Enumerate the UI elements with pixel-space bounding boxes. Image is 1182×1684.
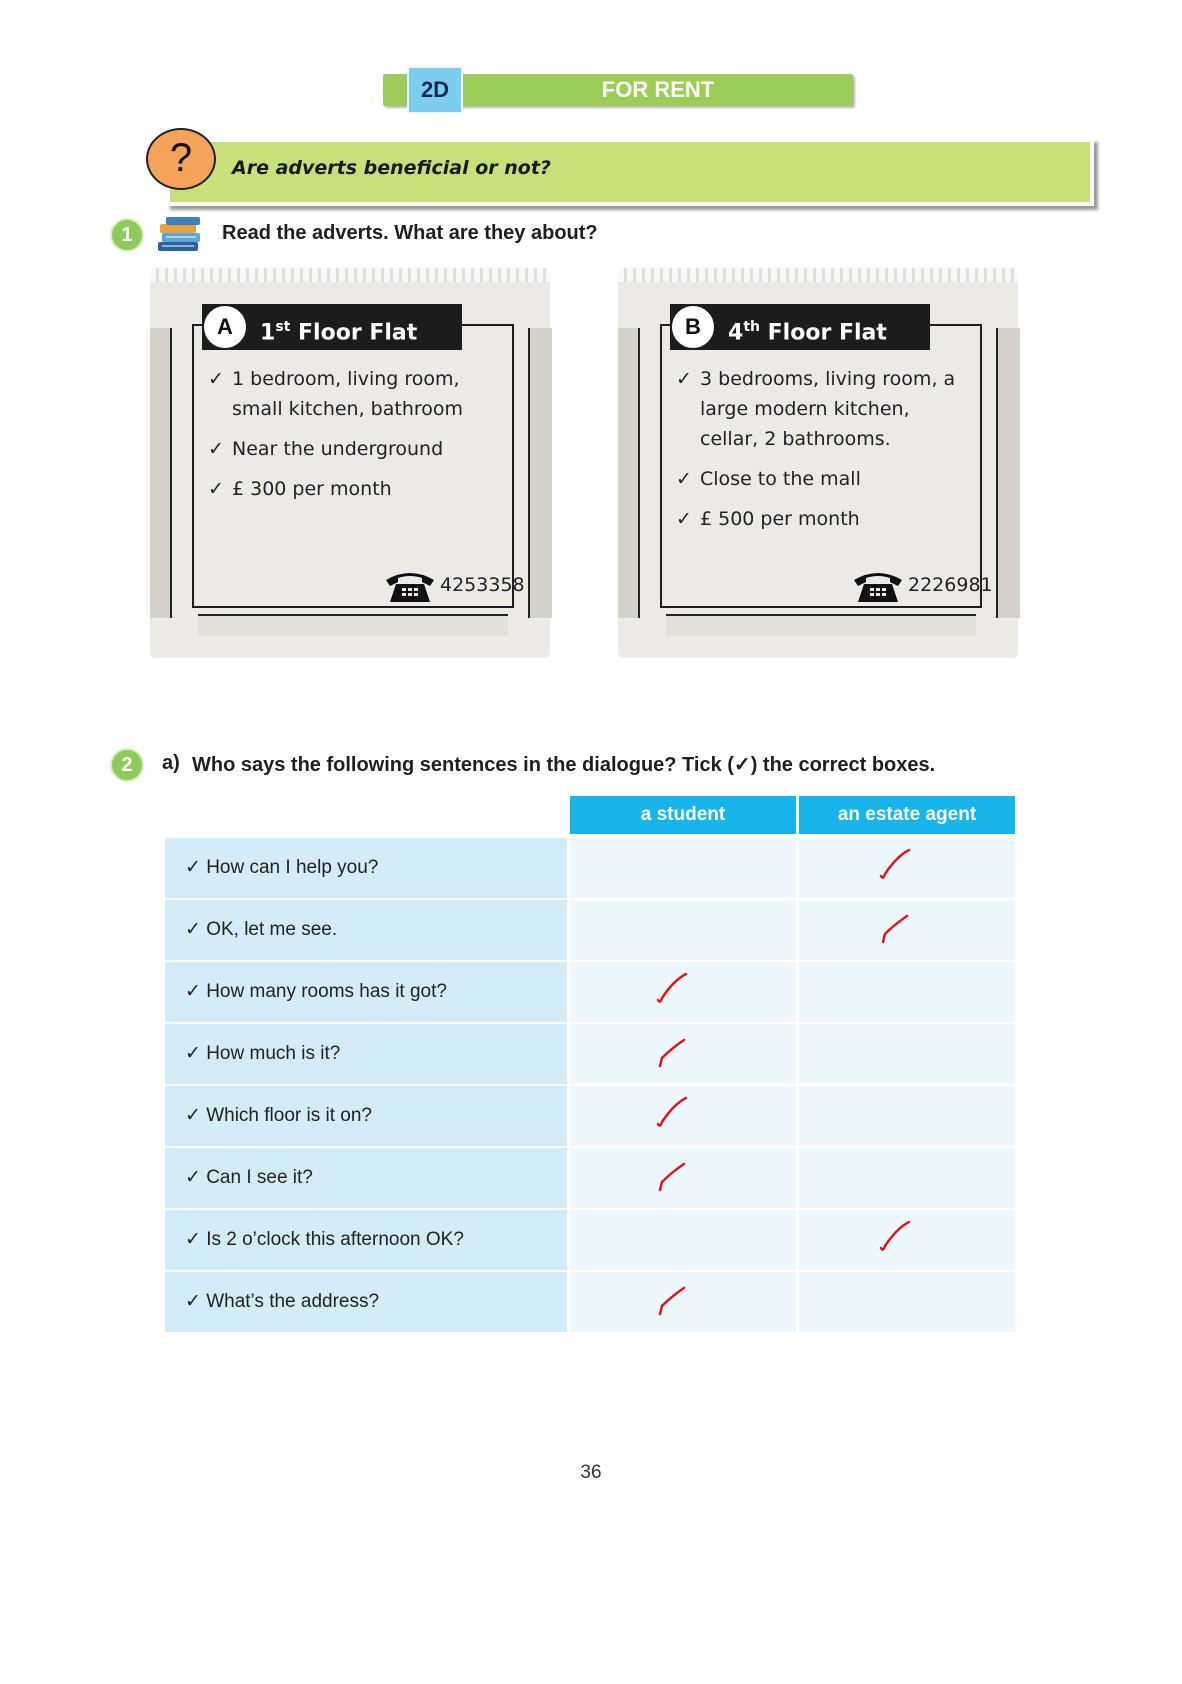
red-tick-mark-icon bbox=[873, 904, 953, 954]
column-header-estate-agent: an estate agent bbox=[799, 796, 1015, 834]
advert-torn-edge bbox=[618, 268, 1018, 282]
advert-side-column bbox=[996, 328, 1020, 618]
red-tick-mark-icon bbox=[650, 1152, 730, 1202]
advert-feature bbox=[676, 364, 966, 454]
check-mark-icon: ✓ bbox=[676, 368, 692, 390]
advert-letter: B bbox=[670, 304, 716, 350]
advert-feature-text: Near the underground bbox=[232, 438, 444, 460]
student-tick-box[interactable] bbox=[570, 900, 796, 960]
telephone-icon bbox=[850, 568, 906, 604]
advert-feature-text: Close to the mall bbox=[700, 468, 861, 490]
advert-side-column bbox=[528, 328, 552, 618]
advert-side-column bbox=[618, 328, 640, 618]
check-mark-icon: ✓ bbox=[185, 1229, 207, 1250]
table-row bbox=[165, 1086, 1015, 1146]
unit-code-badge: 2D bbox=[407, 66, 463, 114]
red-tick-mark-icon bbox=[650, 1276, 730, 1326]
check-mark-icon: ✓ bbox=[208, 368, 224, 390]
student-tick-box[interactable] bbox=[570, 1272, 796, 1332]
table-body bbox=[165, 838, 1015, 1334]
task-1-instruction: Read the adverts. What are they about? bbox=[222, 222, 598, 244]
advert-phone-number: 4253358 bbox=[440, 574, 525, 596]
estate-agent-tick-box[interactable] bbox=[799, 1148, 1015, 1208]
check-mark-icon: ✓ bbox=[185, 981, 207, 1002]
advert-feature-text: £ 500 per month bbox=[700, 508, 860, 530]
table-row bbox=[165, 838, 1015, 898]
advert-footer-strip bbox=[198, 614, 508, 636]
sentence-text: How many rooms has it got? bbox=[206, 981, 447, 1002]
sentence-cell bbox=[165, 962, 567, 1022]
sentence-text: What’s the address? bbox=[206, 1291, 380, 1312]
question-banner bbox=[146, 128, 1096, 208]
sentence-cell bbox=[165, 1024, 567, 1084]
check-mark-icon: ✓ bbox=[208, 478, 224, 500]
table-row bbox=[165, 1272, 1015, 1332]
check-mark-icon: ✓ bbox=[676, 508, 692, 530]
sentence-text: Can I see it? bbox=[206, 1167, 313, 1188]
check-mark-icon: ✓ bbox=[185, 857, 207, 878]
table-row bbox=[165, 1210, 1015, 1270]
sentence-cell bbox=[165, 900, 567, 960]
estate-agent-tick-box[interactable] bbox=[799, 1272, 1015, 1332]
unit-title: FOR RENT bbox=[601, 77, 715, 102]
sentence-text: Is 2 o’clock this afternoon OK? bbox=[206, 1229, 464, 1250]
estate-agent-tick-box[interactable] bbox=[799, 1210, 1015, 1270]
sentence-text: How can I help you? bbox=[206, 857, 379, 878]
advert-feature bbox=[208, 364, 498, 424]
task-1-number: 1 bbox=[110, 218, 144, 252]
advert-title-rest: Floor Flat bbox=[767, 320, 887, 346]
advert-feature-list bbox=[676, 364, 966, 544]
red-tick-mark-icon bbox=[873, 1214, 953, 1264]
advert-b bbox=[618, 268, 1018, 658]
student-tick-box[interactable] bbox=[570, 1086, 796, 1146]
advert-title-ordinal: 1 bbox=[260, 320, 276, 346]
advert-side-column bbox=[150, 328, 172, 618]
advert-title bbox=[260, 304, 417, 350]
sentence-text: Which floor is it on? bbox=[206, 1105, 372, 1126]
student-tick-box[interactable] bbox=[570, 962, 796, 1022]
sentence-cell bbox=[165, 838, 567, 898]
advert-title-rest: Floor Flat bbox=[298, 320, 418, 346]
check-mark-icon: ✓ bbox=[208, 438, 224, 460]
table-row bbox=[165, 962, 1015, 1022]
student-tick-box[interactable] bbox=[570, 1210, 796, 1270]
sentence-cell bbox=[165, 1272, 567, 1332]
check-mark-icon: ✓ bbox=[185, 1105, 207, 1126]
sentence-cell bbox=[165, 1086, 567, 1146]
sentence-cell bbox=[165, 1210, 567, 1270]
student-tick-box[interactable] bbox=[570, 838, 796, 898]
check-mark-icon: ✓ bbox=[185, 1291, 207, 1312]
advert-feature-text: 1 bedroom, living room, small kitchen, bathroom bbox=[232, 368, 464, 420]
advert-feature-text: £ 300 per month bbox=[232, 478, 392, 500]
advert-title bbox=[728, 304, 887, 350]
red-tick-mark-icon bbox=[650, 1028, 730, 1078]
red-tick-mark-icon bbox=[873, 842, 953, 892]
advert-title-suffix: th bbox=[743, 319, 760, 335]
student-tick-box[interactable] bbox=[570, 1148, 796, 1208]
sentence-cell bbox=[165, 1148, 567, 1208]
task-2-label: a) bbox=[162, 752, 180, 774]
page-number: 36 bbox=[580, 1462, 602, 1483]
estate-agent-tick-box[interactable] bbox=[799, 838, 1015, 898]
column-header-student: a student bbox=[570, 796, 796, 834]
question-text: Are adverts beneficial or not? bbox=[232, 157, 551, 179]
advert-feature-list bbox=[208, 364, 498, 514]
advert-footer-strip bbox=[666, 614, 976, 636]
check-mark-icon: ✓ bbox=[185, 919, 207, 940]
red-tick-mark-icon bbox=[650, 966, 730, 1016]
estate-agent-tick-box[interactable] bbox=[799, 962, 1015, 1022]
table-row bbox=[165, 1024, 1015, 1084]
unit-header bbox=[383, 66, 853, 114]
advert-feature bbox=[676, 504, 966, 534]
estate-agent-tick-box[interactable] bbox=[799, 1024, 1015, 1084]
advert-feature bbox=[208, 434, 498, 464]
check-mark-icon: ✓ bbox=[676, 468, 692, 490]
red-tick-mark-icon bbox=[650, 1090, 730, 1140]
table-row bbox=[165, 900, 1015, 960]
sentence-text: OK, let me see. bbox=[206, 919, 338, 940]
advert-phone-number: 2226981 bbox=[908, 574, 993, 596]
estate-agent-tick-box[interactable] bbox=[799, 900, 1015, 960]
table-row bbox=[165, 1148, 1015, 1208]
stack-of-books-icon bbox=[154, 216, 206, 256]
advert-feature bbox=[676, 464, 966, 494]
advert-title-ordinal: 4 bbox=[728, 320, 744, 346]
advert-title-suffix: st bbox=[275, 319, 291, 335]
task-2-instruction: Who says the following sentences in the dialogue? Tick (✓) the correct boxes. bbox=[192, 754, 936, 776]
tick-table bbox=[165, 796, 1015, 1334]
estate-agent-tick-box[interactable] bbox=[799, 1086, 1015, 1146]
student-tick-box[interactable] bbox=[570, 1024, 796, 1084]
check-mark-icon: ✓ bbox=[185, 1043, 207, 1064]
advert-a bbox=[150, 268, 550, 658]
advert-feature-text: 3 bedrooms, living room, a large modern kitchen, cellar, 2 bathrooms. bbox=[700, 368, 956, 450]
advert-feature bbox=[208, 474, 498, 504]
telephone-icon bbox=[382, 568, 438, 604]
advert-torn-edge bbox=[150, 268, 550, 282]
check-mark-icon: ✓ bbox=[185, 1167, 207, 1188]
question-mark-bubble-icon: ? bbox=[146, 128, 216, 190]
advert-letter: A bbox=[202, 304, 248, 350]
sentence-text: How much is it? bbox=[206, 1043, 341, 1064]
task-2-number: 2 bbox=[110, 748, 144, 782]
